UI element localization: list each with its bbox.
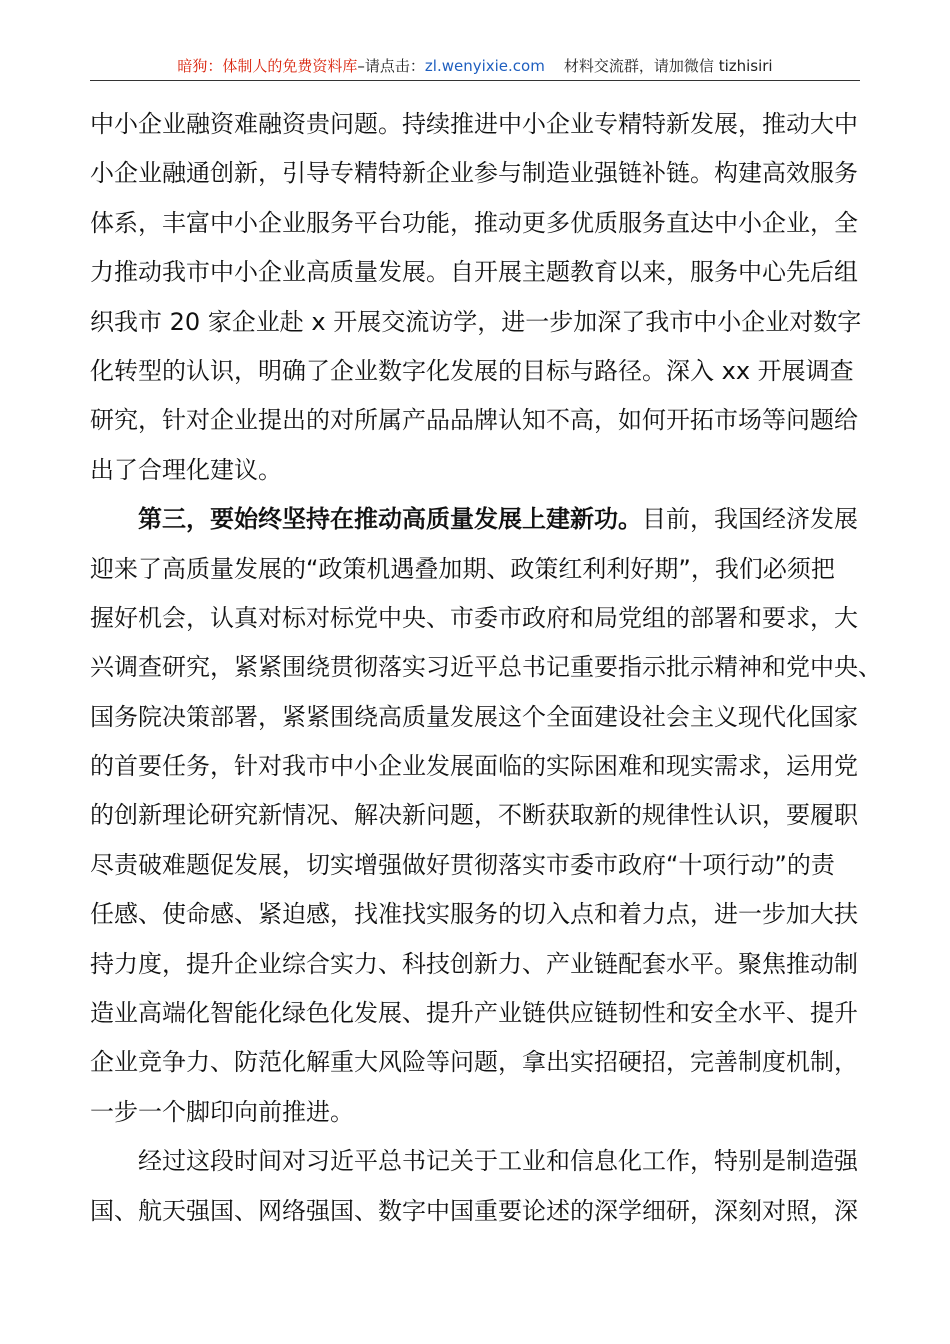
paragraph-line: 化转型的认识，明确了企业数字化发展的目标与路径。深入 xx 开展调查 [90,356,854,385]
paragraph-line: 握好机会，认真对标对标党中央、市委市政府和局党组的部署和要求，大 [90,603,858,632]
paragraph-line: 造业高端化智能化绿色化发展、提升产业链供应链韧性和安全水平、提升 [90,999,858,1028]
paragraph-line: 中小企业融资难融资贵问题。持续推进中小企业专精特新发展，推动大中 [90,110,858,138]
paragraph-line: 迎来了高质量发展的“政策机遇叠加期、政策红利利好期”，我们必须把 [90,554,835,583]
paragraph-line: 任感、使命感、紧迫感，找准找实服务的切入点和着力点，进一步加大扶 [90,900,858,929]
paragraph-line: 兴调查研究，紧紧围绕贯彻落实习近平总书记重要指示批示精神和党中央、 [90,653,882,682]
paragraph-text: 目前，我国经济发展 [642,505,858,534]
document-body [90,100,882,1236]
page-header [90,56,860,76]
paragraph-line: 国务院决策部署，紧紧围绕高质量发展这个全面建设社会主义现代化国家 [90,702,858,731]
paragraph-line: 尽责破难题促发展，切实增强做好贯彻落实市委市政府“十项行动”的责 [90,850,835,879]
paragraph-first-line: 经过这段时间对习近平总书记关于工业和信息化工作，特别是制造强 [138,1147,858,1176]
paragraph-line: 企业竞争力、防范化解重大风险等问题，拿出实招硬招，完善制度机制， [90,1048,858,1077]
header-brand: 暗狗：体制人的免费资料库 [177,57,358,75]
section-heading: 第三，要始终坚持在推动高质量发展上建新功。 [138,505,642,534]
header-divider [90,80,860,81]
header-contact: 材料交流群，请加微信 tizhisiri [563,57,773,75]
paragraph-line: 的首要任务，针对我市中小企业发展面临的实际困难和现实需求，运用党 [90,752,858,781]
paragraph-line: 小企业融通创新，引导专精特新企业参与制造业强链补链。构建高效服务 [90,159,858,188]
paragraph-line: 的创新理论研究新情况、解决新问题，不断获取新的规律性认识，要履职 [90,801,858,830]
paragraph-line: 力推动我市中小企业高质量发展。自开展主题教育以来，服务中心先后组 [90,258,858,287]
paragraph-line: 持力度，提升企业综合实力、科技创新力、产业链配套水平。聚焦推动制 [90,949,858,978]
paragraph-line: 织我市 20 家企业赴 x 开展交流访学，进一步加深了我市中小企业对数字 [90,307,862,336]
paragraph-line: 研究，针对企业提出的对所属产品品牌认知不高，如何开拓市场等问题给 [90,406,858,435]
paragraph-line: 国、航天强国、网络强国、数字中国重要论述的深学细研，深刻对照，深 [90,1196,858,1225]
header-url-link[interactable]: zl.wenyixie.com [424,57,545,75]
paragraph-line: 体系，丰富中小企业服务平台功能，推动更多优质服务直达中小企业，全 [90,208,858,237]
header-click-prompt: –请点击： [357,57,425,75]
paragraph-first-line [90,495,860,544]
paragraph-line: 一步一个脚印向前推进。 [90,1097,354,1126]
paragraph-line: 出了合理化建议。 [90,455,282,484]
